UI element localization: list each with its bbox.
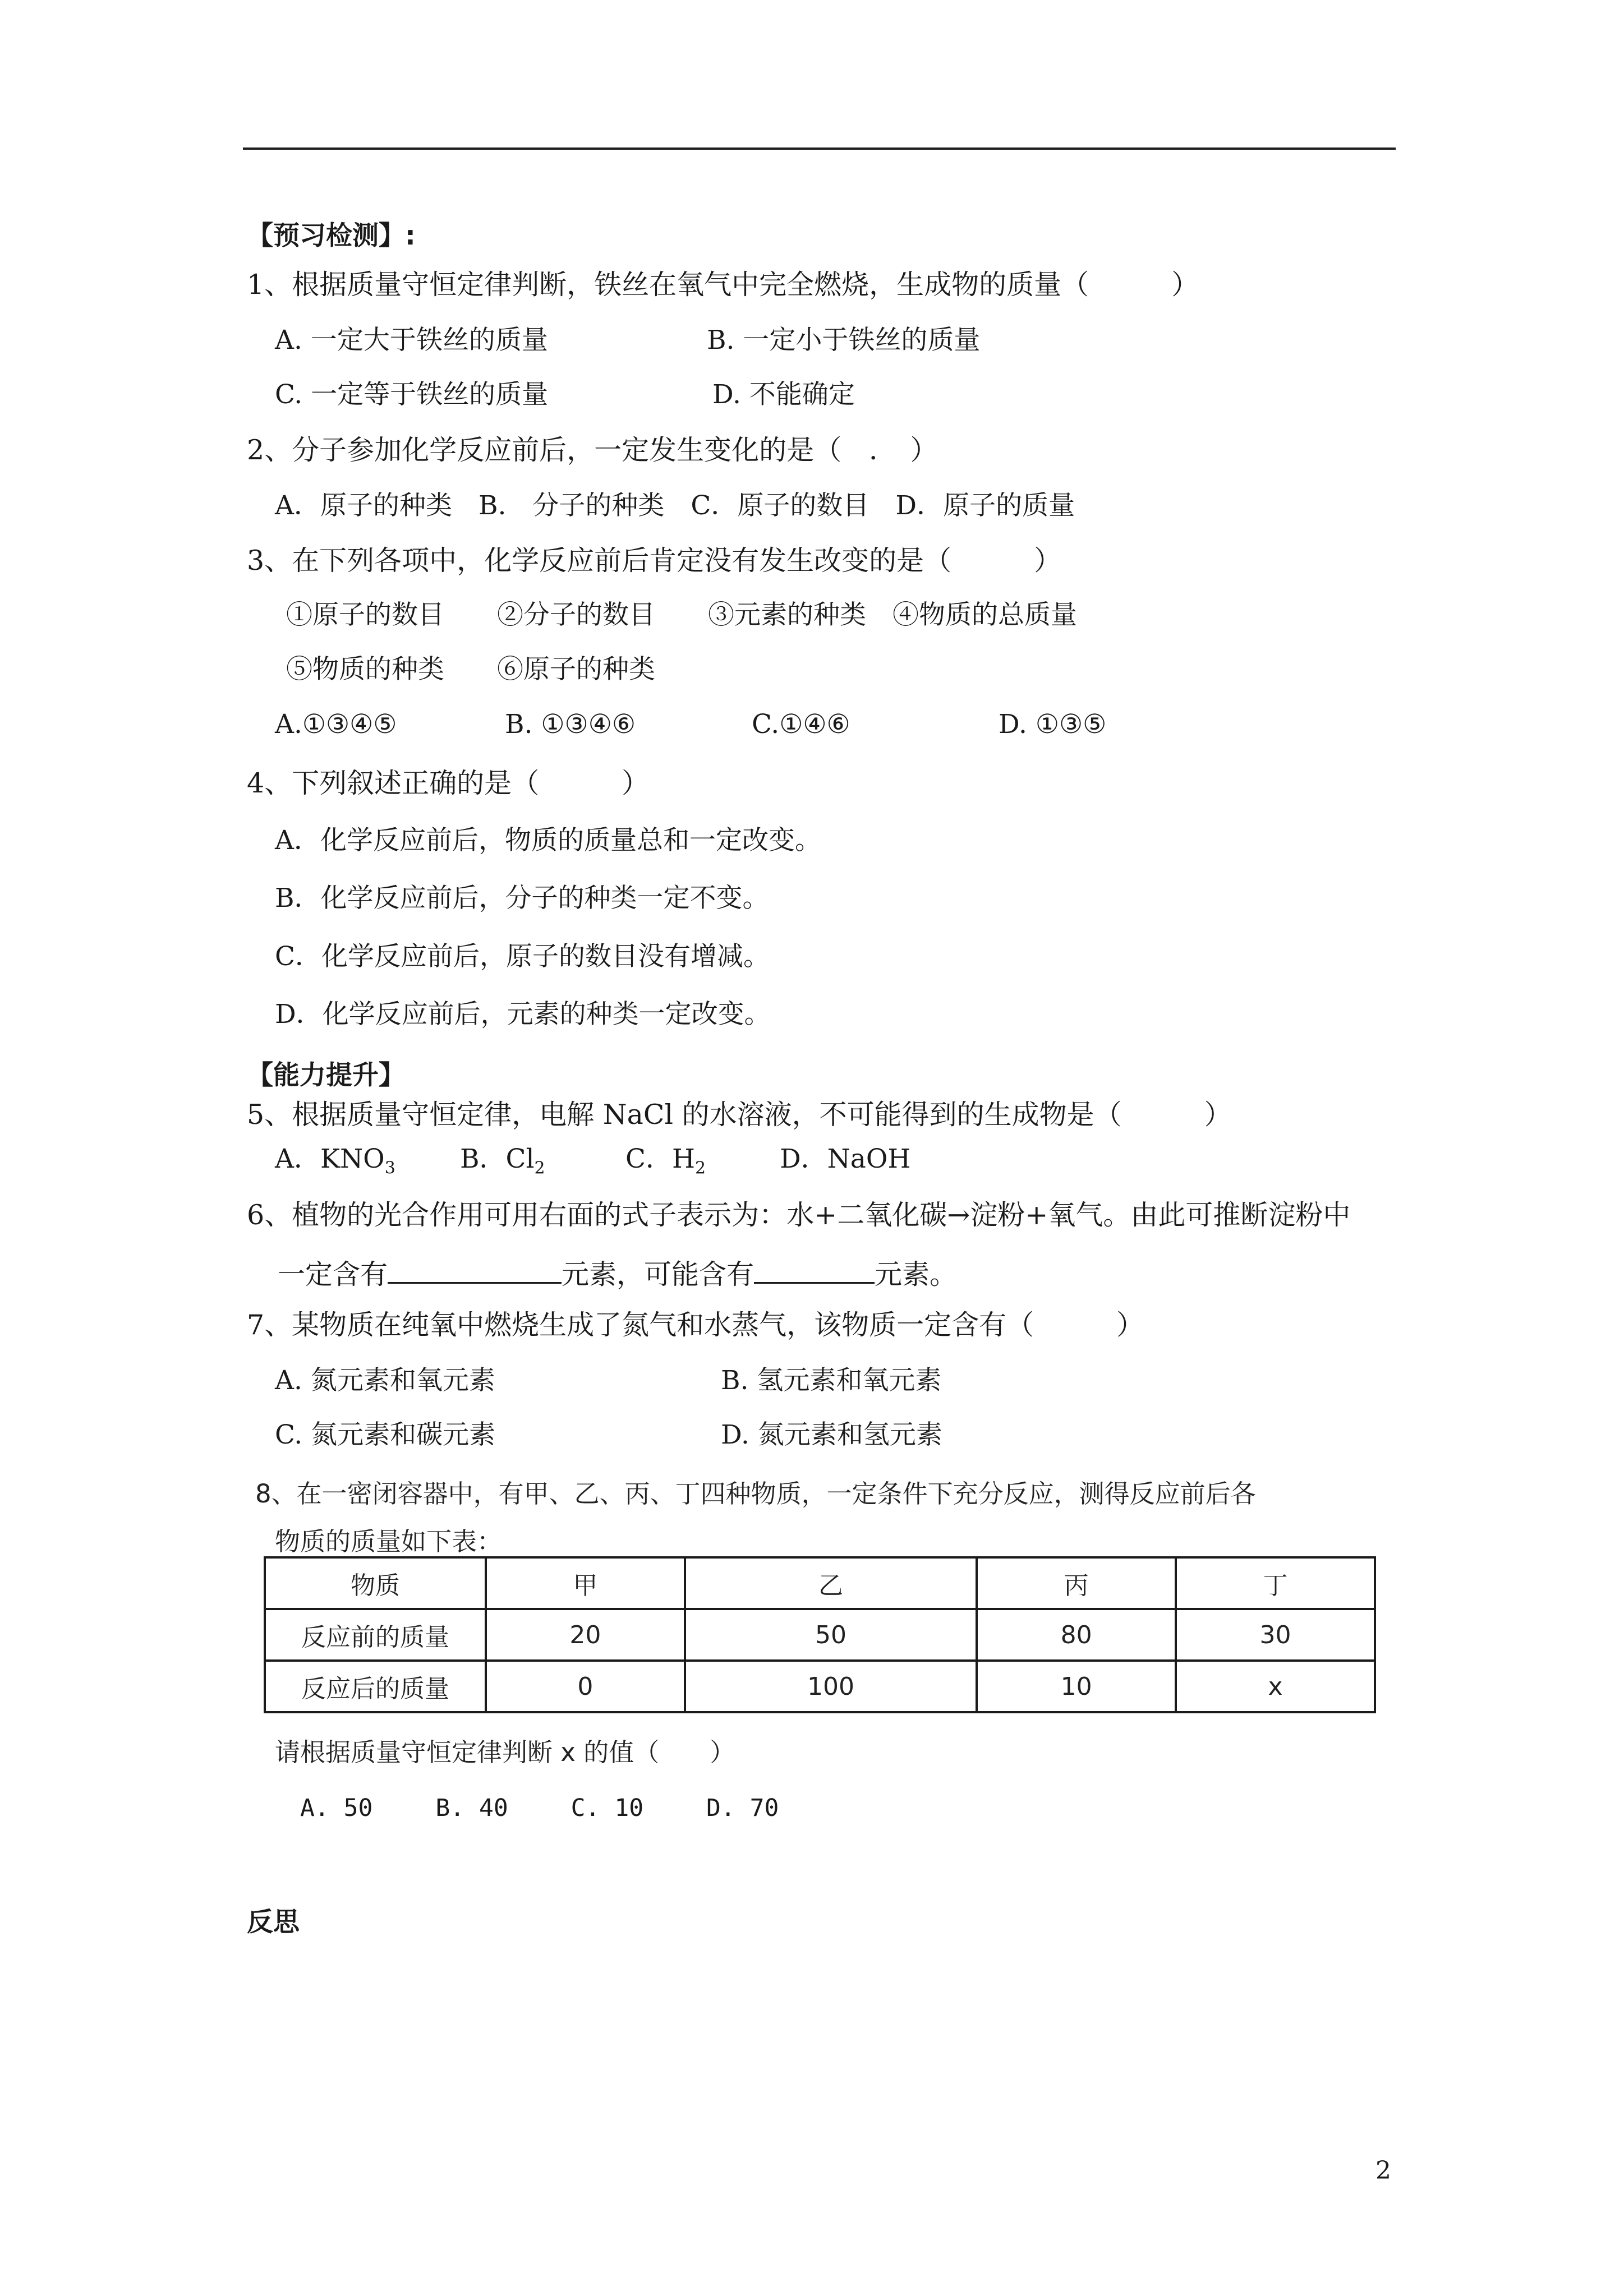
q5-option-d: D．NaOH [780, 1144, 911, 1174]
table-cell: 100 [685, 1661, 977, 1712]
q4-option-a: A．化学反应前后，物质的质量总和一定改变。 [275, 825, 821, 856]
q7-stem: 7、某物质在纯氧中燃烧生成了氮气和水蒸气，该物质一定含有（ ） [247, 1309, 1144, 1341]
table-header-cell: 甲 [486, 1557, 685, 1609]
q2-stem: 2、分子参加化学反应前后，一定发生变化的是（ ． ） [247, 434, 938, 466]
q5-option-b: B．$Cl_2$ [460, 1144, 545, 1178]
q3-option-d: D. ①③⑤ [999, 709, 1107, 740]
q7-option-b: B. 氢元素和氧元素 [721, 1365, 942, 1396]
q8-line1: 8、在一密闭容器中，有甲、乙、丙、丁四种物质，一定条件下充分反应，测得反应前后各 [255, 1479, 1256, 1509]
table-row [265, 1661, 1375, 1712]
reflection-heading: 反思 [247, 1907, 300, 1938]
q4-option-b: B．化学反应前后，分子的种类一定不变。 [275, 883, 769, 914]
table-cell: 反应前的质量 [265, 1609, 486, 1661]
q1-option-a: A. 一定大于铁丝的质量 [275, 325, 548, 356]
q4-stem: 4、下列叙述正确的是（ ） [247, 767, 650, 799]
table-row [265, 1609, 1375, 1661]
q7-option-c: C. 氮元素和碳元素 [275, 1419, 496, 1450]
mass-table [264, 1556, 1376, 1713]
q5-stem: 5、根据质量守恒定律，电解 NaCl 的水溶液，不可能得到的生成物是（ ） [247, 1099, 1232, 1131]
q3-items-line1: ①原子的数目 ②分子的数目 ③元素的种类 ④物质的总质量 [286, 600, 1077, 630]
table-cell: 10 [977, 1661, 1176, 1712]
q1-option-c: C. 一定等于铁丝的质量 [275, 379, 549, 410]
table-cell: 80 [977, 1609, 1176, 1661]
q5-option-a: A．$KNO_3$ [275, 1144, 395, 1178]
q3-option-a: A.①③④⑤ [275, 709, 397, 740]
table-cell: 20 [486, 1609, 685, 1661]
page-number: 2 [1375, 2156, 1391, 2185]
q3-stem: 3、在下列各项中，化学反应前后肯定没有发生改变的是（ ） [247, 545, 1062, 577]
q3-option-b: B. ①③④⑥ [505, 709, 636, 740]
table-header-cell: 物质 [265, 1557, 486, 1609]
q6-line2: 一定含有 元素，可能含有 元素。 [278, 1258, 958, 1290]
table-header-cell: 丙 [977, 1557, 1176, 1609]
q1-option-d: D. 不能确定 [712, 379, 855, 410]
q6-blank-2[interactable] [754, 1257, 875, 1284]
table-header-row [265, 1557, 1375, 1609]
q8-question: 请根据质量守恒定律判断 x 的值（ ） [275, 1737, 735, 1767]
q2-options: A．原子的种类 B. 分子的种类 C．原子的数目 D．原子的质量 [275, 490, 1075, 521]
table-cell: 30 [1176, 1609, 1375, 1661]
preview-heading: 【预习检测】: [247, 220, 416, 251]
q1-stem: 1、根据质量守恒定律判断，铁丝在氧气中完全燃烧，生成物的质量（ ） [247, 269, 1199, 301]
q5-option-c: C．$H_2$ [625, 1144, 706, 1178]
q8-line2: 物质的质量如下表： [275, 1527, 503, 1556]
q1-option-b: B. 一定小于铁丝的质量 [707, 325, 981, 356]
q3-option-c: C.①④⑥ [752, 709, 850, 740]
q7-option-d: D. 氮元素和氢元素 [721, 1419, 942, 1450]
q7-option-a: A. 氮元素和氧元素 [275, 1365, 495, 1396]
q6-blank-1[interactable] [388, 1257, 562, 1284]
q6-line1: 6、植物的光合作用可用右面的式子表示为：水+二氧化碳→淀粉+氧气。由此可推断淀粉中 [247, 1199, 1351, 1231]
q4-option-c: C．化学反应前后，原子的数目没有增减。 [275, 941, 770, 972]
table-cell: 0 [486, 1661, 685, 1712]
table-header-cell: 乙 [685, 1557, 977, 1609]
table-cell: x [1176, 1661, 1375, 1712]
q8-options: A. 50 B. 40 C. 10 D. 70 [300, 1794, 779, 1822]
ability-heading: 【能力提升】 [247, 1060, 405, 1091]
q4-option-d: D．化学反应前后，元素的种类一定改变。 [275, 999, 771, 1030]
table-cell: 反应后的质量 [265, 1661, 486, 1712]
header-rule [243, 147, 1396, 150]
table-header-cell: 丁 [1176, 1557, 1375, 1609]
table-cell: 50 [685, 1609, 977, 1661]
q3-items-line2: ⑤物质的种类 ⑥原子的种类 [286, 654, 655, 685]
